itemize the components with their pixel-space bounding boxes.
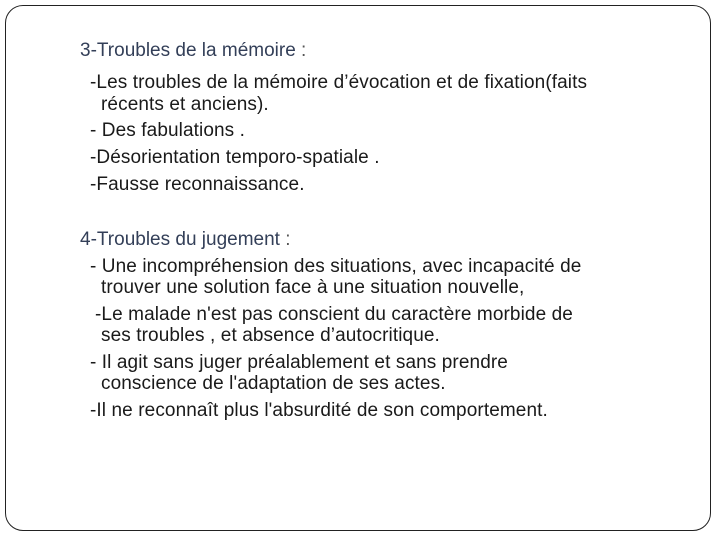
section-4-line-5: - Il agit sans juger préalablement et sans prendre xyxy=(90,352,508,373)
section-4-line-3: -Le malade n'est pas conscient du caractère morbide de xyxy=(95,304,573,325)
section-4-line-1: - Une incompréhension des situations, avec incapacité de xyxy=(90,256,582,277)
section-3-line-3: - Des fabulations . xyxy=(90,120,246,141)
section-3-title: 3-Troubles de la mémoire xyxy=(80,40,296,61)
section-3-line-5: -Fausse reconnaissance. xyxy=(90,174,305,195)
section-4-line-7: -Il ne reconnaît plus l'absurdité de son comportement. xyxy=(90,400,548,421)
section-4-heading xyxy=(80,229,291,251)
section-4-colon: : xyxy=(279,229,291,250)
section-4-title: 4-Troubles du jugement xyxy=(80,229,280,250)
section-3-line-1: -Les troubles de la mémoire d’évocation et de fixation(faits xyxy=(90,72,588,93)
section-4-line-2: trouver une solution face à une situation nouvelle, xyxy=(101,277,525,298)
section-3-line-2: récents et anciens). xyxy=(101,94,269,115)
section-3-line-4: -Désorientation temporo-spatiale . xyxy=(90,147,380,168)
section-3-heading xyxy=(80,40,306,62)
section-4-line-6: conscience de l'adaptation de ses actes. xyxy=(101,373,446,394)
section-4-line-4: ses troubles , et absence d’autocritique. xyxy=(101,325,440,346)
section-3-colon: : xyxy=(295,40,307,61)
